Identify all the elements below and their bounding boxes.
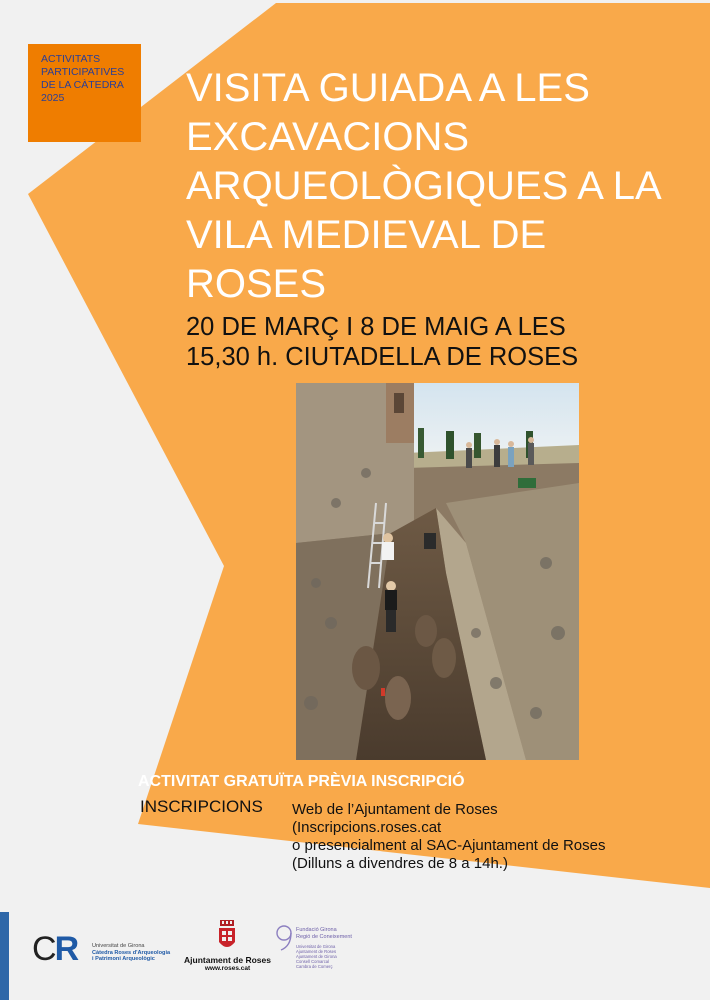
inscriptions-line: (Dilluns a divendres de 8 a 14h.) (292, 855, 508, 872)
fundacio-line: Regió de Coneixement (296, 933, 352, 940)
tag-line: DE LA CÀTEDRA (41, 79, 124, 91)
fundacio-member: Universitat de Girona (296, 944, 336, 949)
title-line: VILA MEDIEVAL DE (186, 213, 547, 257)
catedra-line: Universitat de Girona (92, 943, 145, 949)
title-line: VISITA GUIADA A LES (186, 66, 590, 110)
location-line: 15,30 h. CIUTADELLA DE ROSES (186, 343, 579, 371)
free-activity-notice: ACTIVITAT GRATUÏTA PRÈVIA INSCRIPCIÓ (138, 773, 465, 790)
coat-of-arms-icon (217, 920, 237, 952)
fundacio-member: Consell Comarcal (296, 959, 330, 964)
inscriptions-line: Web de l’Ajuntament de Roses (292, 801, 498, 818)
ajuntament-name: Ajuntament de Roses (184, 955, 271, 965)
catedra-line: i Patrimoni Arqueològic (92, 956, 155, 962)
fundacio-logo (275, 924, 375, 969)
fundacio-members (296, 944, 337, 969)
title-line: ROSES (186, 262, 327, 306)
fundacio-title (296, 927, 352, 940)
inscriptions-line: (Inscripcions.roses.cat (292, 819, 442, 836)
ajuntament-logo (180, 920, 275, 975)
catedra-logo (32, 930, 172, 970)
title-line: ARQUEOLÒGIQUES A LA (186, 164, 662, 208)
date-location (186, 312, 706, 372)
tag-line: PARTICIPATIVES (41, 66, 125, 78)
catedra-line: Càtedra Roses d'Arqueologia (92, 949, 171, 956)
category-tag (28, 44, 141, 142)
blue-edge-bar (0, 912, 9, 1000)
catedra-mark: CR (32, 930, 78, 968)
fundacio-mark-icon (275, 924, 295, 952)
fundacio-member: Cambra de Comerç (296, 964, 333, 969)
fundacio-member: Ajuntament de Roses (296, 949, 337, 954)
fundacio-member: Ajuntament de Girona (296, 954, 337, 959)
title-line: EXCAVACIONS (186, 115, 470, 159)
excavation-photo (296, 383, 579, 760)
fundacio-line: Fundació Girona (296, 927, 337, 933)
tag-line: ACTIVITATS (41, 53, 101, 65)
poster-title (186, 64, 706, 309)
date-line: 20 DE MARÇ I 8 DE MAIG A LES (186, 313, 566, 341)
ajuntament-website: www.roses.cat (204, 965, 251, 972)
catedra-logo-text (92, 943, 170, 963)
inscriptions-label: INSCRIPCIONS (140, 797, 263, 816)
tag-line: 2025 (41, 92, 65, 104)
inscriptions-line: o presencialment al SAC-Ajuntament de Roses (292, 837, 606, 854)
inscriptions-info (292, 801, 606, 873)
